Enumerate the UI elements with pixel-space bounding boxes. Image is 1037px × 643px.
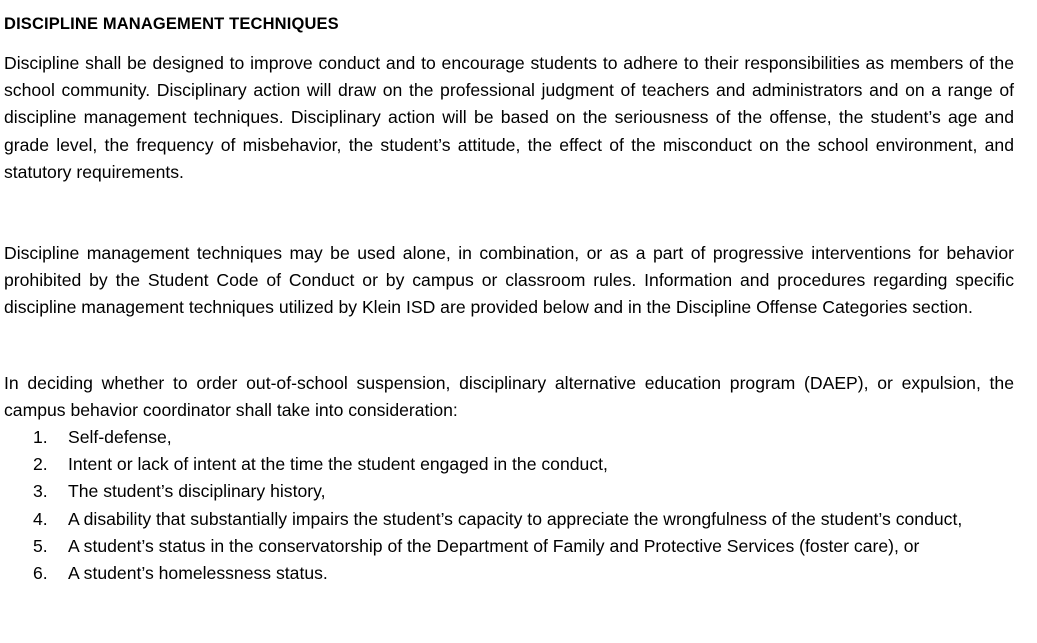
list-item	[4, 560, 1014, 587]
list-item	[4, 533, 1014, 560]
paragraph-consideration-intro: In deciding whether to order out-of-school suspension, disciplinary alternative education program (DAEP), or expulsion, the campus behavior coordinator shall take into consideration:	[4, 373, 1014, 421]
paragraph-discipline-purpose: Discipline shall be designed to improve conduct and to encourage students to adhere to their responsibilities as members of the school community. Disciplinary action will draw on the professional judgment of teachers and administrators and on a range of discipline management techniques. Disciplinary action will be based on the seriousness of the offense, the student’s age and grade level, the frequency of misbehavior, the student’s attitude, the effect of the misconduct on the school environment, and statutory requirements.	[4, 53, 1014, 182]
list-item	[4, 424, 1014, 451]
page-title: DISCIPLINE MANAGEMENT TECHNIQUES	[4, 15, 339, 34]
list-marker: 6.	[33, 563, 48, 584]
list-item-text: A student’s status in the conservatorship of the Department of Family and Protective Services (foster care), or	[68, 535, 920, 556]
list-item-text: A student’s homelessness status.	[68, 563, 328, 584]
list-marker: 5.	[33, 535, 48, 556]
list-item	[4, 478, 1014, 505]
list-marker: 2.	[33, 454, 48, 475]
list-item-text: A disability that substantially impairs the student’s capacity to appreciate the wrongfulness of the student’s conduct,	[68, 508, 963, 529]
list-marker: 4.	[33, 508, 48, 529]
paragraph-management-techniques: Discipline management techniques may be used alone, in combination, or as a part of progressive interventions for behavior prohibited by the Student Code of Conduct or by campus or classroom rules. Information and procedures regarding specific discipline management techniques utilized by Klein ISD are provided below and in the Discipline Offense Categories section.	[4, 243, 1014, 318]
list-item-text: The student’s disciplinary history,	[68, 481, 326, 502]
list-marker: 3.	[33, 481, 48, 502]
consideration-factors-list	[4, 424, 1014, 587]
list-item-text: Self-defense,	[68, 427, 172, 447]
list-marker: 1.	[33, 427, 48, 447]
list-item	[4, 506, 1014, 533]
list-item	[4, 451, 1014, 478]
list-item-text: Intent or lack of intent at the time the student engaged in the conduct,	[68, 454, 608, 475]
